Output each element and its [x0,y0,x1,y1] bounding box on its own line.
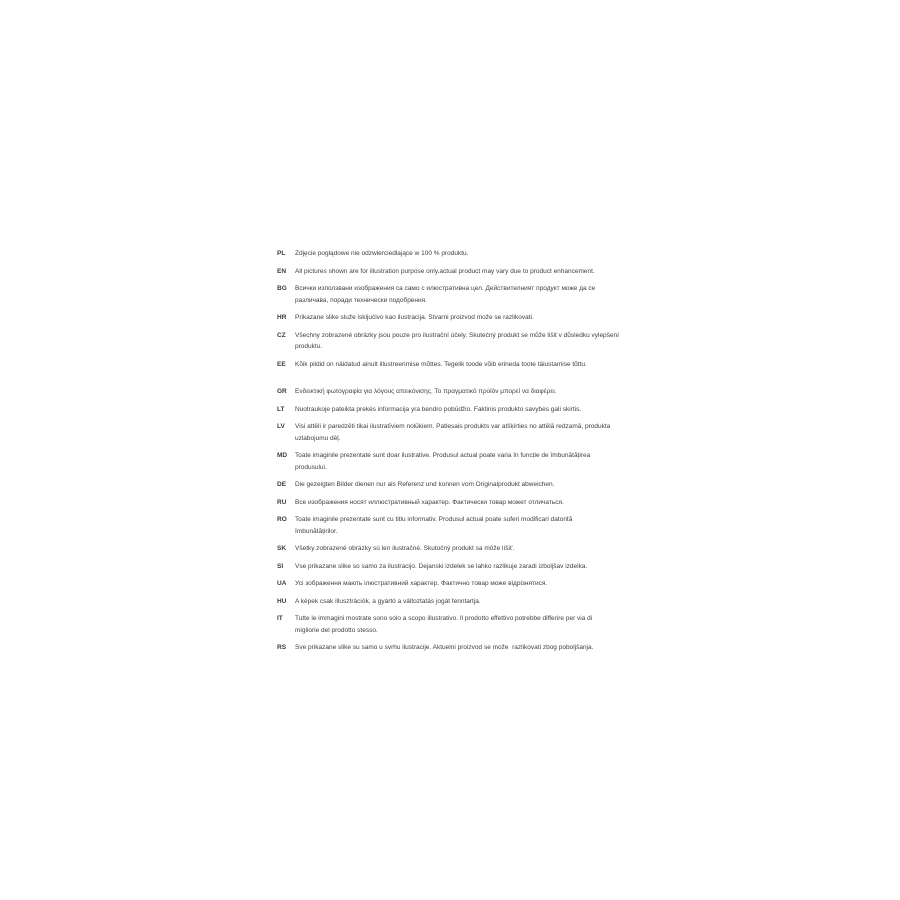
disclaimer-row [277,450,637,473]
disclaimer-text [295,248,637,260]
disclaimer-row [277,421,637,444]
language-code-label: DE [277,481,287,488]
disclaimer-block [277,248,637,660]
disclaimer-text-line: Усі зображення мають ілюстративний характер. Фактично товар може відрізнятися. [295,580,548,587]
language-code-label: GR [277,388,287,395]
disclaimer-text-line: migliorie del prodotto stesso. [295,626,378,634]
disclaimer-text-line: различава, поради технически подобрения. [295,296,427,304]
disclaimer-text [295,386,637,398]
language-code-label: EE [277,360,286,368]
disclaimer-text [295,596,637,608]
disclaimer-text-line: produktu. [295,343,323,350]
disclaimer-text-line: Tutte le immagini mostrate sono solo a scopo illustrativo. Il prodotto effettivo potrebbe differire per via di [295,615,593,622]
disclaimer-row [277,283,637,306]
disclaimer-text-line: Zdjęcie poglądowe nie odzwierciedlające w 100 % produktu. [295,250,469,257]
disclaimer-row [277,578,637,590]
disclaimer-row [277,359,637,371]
disclaimer-text-line: Prikazane slike služe isključivo kao ilustracija. Stvarni proizvod može se razlikovati. [295,314,534,321]
language-code-label: CZ [277,331,286,339]
disclaimer-text-line: Sve prikazane slike su samo u svrhu ilustracije. Aktuelni proizvod se može razlikovati zbog poboljšanja. [295,644,594,651]
disclaimer-row [277,497,637,509]
disclaimer-text [295,421,637,444]
disclaimer-text-line: Vse prikazane slike so samo za ilustracijo. Dejanski izdelek se lahko razlikuje zaradi izboljšav izdelka. [295,562,588,570]
language-code-label: RO [277,516,287,523]
disclaimer-row [277,514,637,537]
disclaimer-text-line: Все изображения носят иллюстративный характер. Фактически товар может отличаться. [295,498,564,506]
language-code-label: PL [277,250,286,257]
disclaimer-row [277,596,637,608]
disclaimer-text-line: uzlabojumu dēļ. [295,434,341,442]
disclaimer-row [277,330,637,353]
disclaimer-text-line: Ενδεικτική φωτογραφία για λόγους απεικόνισης. Το πραγματικό προϊόν μπορεί να διαφέρει. [295,388,557,395]
disclaimer-text-line: Všetky zobrazené obrázky sú len ilustračné. Skutočný produkt sa môže líšiť. [295,545,515,552]
disclaimer-text [295,283,637,306]
disclaimer-row [277,266,637,278]
disclaimer-text-line: Die gezeigten Bilder dienen nur als Referenz und konnen vom Originalprodukt abweichen. [295,481,555,488]
language-code-label: UA [277,580,287,587]
disclaimer-text [295,543,637,555]
disclaimer-row [277,613,637,636]
disclaimer-text [295,330,637,353]
disclaimer-text [295,450,637,473]
disclaimer-row [277,404,637,416]
disclaimer-text-line: Toate imaginile prezentate sunt cu titlu informativ. Produsul actual poate suferi modificari datorită [295,516,573,523]
disclaimer-text [295,497,637,509]
disclaimer-text-line: Всички използвани изображения са само с илюстративна цел. Действителният продукт може да се [295,285,596,292]
language-code-label: EN [277,267,287,275]
disclaimer-row [277,561,637,573]
disclaimer-text-line: Visi attēli ir paredzēti tikai ilustratīviem nolūkiem. Patiesais produkts var atšķirties no attēlā redzamā, produkta [295,423,611,430]
language-code-label: MD [277,452,288,459]
language-code-label: SI [277,562,284,570]
disclaimer-text [295,266,637,278]
disclaimer-text-line: All pictures shown are for illustration purpose only.actual product may vary due to product enhancement. [295,267,595,275]
disclaimer-row [277,386,637,398]
disclaimer-text [295,514,637,537]
disclaimer-text-line: îmbunătățirilor. [295,527,338,535]
language-code-label: LT [277,405,285,413]
disclaimer-row [277,479,637,491]
disclaimer-text [295,479,637,491]
disclaimer-text [295,359,637,371]
disclaimer-text-line: Všechny zobrazené obrázky jsou pouze pro ilustrační účely. Skutečný produkt se může lišit v důsledku vylepšení [295,331,619,339]
language-code-label: RU [277,498,287,506]
language-code-label: BG [277,285,287,292]
language-code-label: HU [277,597,287,605]
disclaimer-row [277,248,637,260]
disclaimer-text [295,404,637,416]
disclaimer-text [295,642,637,654]
disclaimer-row [277,642,637,654]
disclaimer-text-line: A képek csak illusztrációk, a gyártó a változtatás jogát fenntartja. [295,597,481,605]
language-code-label: SK [277,545,287,552]
language-code-label: IT [277,615,283,622]
disclaimer-text [295,613,637,636]
disclaimer-text-line: Kõik pildid on näidatud ainult illustreerimise mõttes. Tegelik toode võib erineda toote täiustamise tõttu. [295,360,587,368]
disclaimer-text-line: produsului. [295,463,327,471]
disclaimer-text [295,561,637,573]
disclaimer-text-line: Toate imaginile prezentate sunt doar ilustrative. Produsul actual poate varia în funcție de îmbunătățirea [295,452,591,459]
disclaimer-row [277,312,637,324]
disclaimer-row [277,543,637,555]
language-code-label: HR [277,314,287,321]
disclaimer-text [295,578,637,590]
disclaimer-text [295,312,637,324]
language-code-label: RS [277,644,287,651]
disclaimer-text-line: Nuotraukoje pateikta prekės informacija yra bendro pobūdžio. Faktinis produkto savybės gali skirtis. [295,405,582,413]
language-code-label: LV [277,423,285,430]
